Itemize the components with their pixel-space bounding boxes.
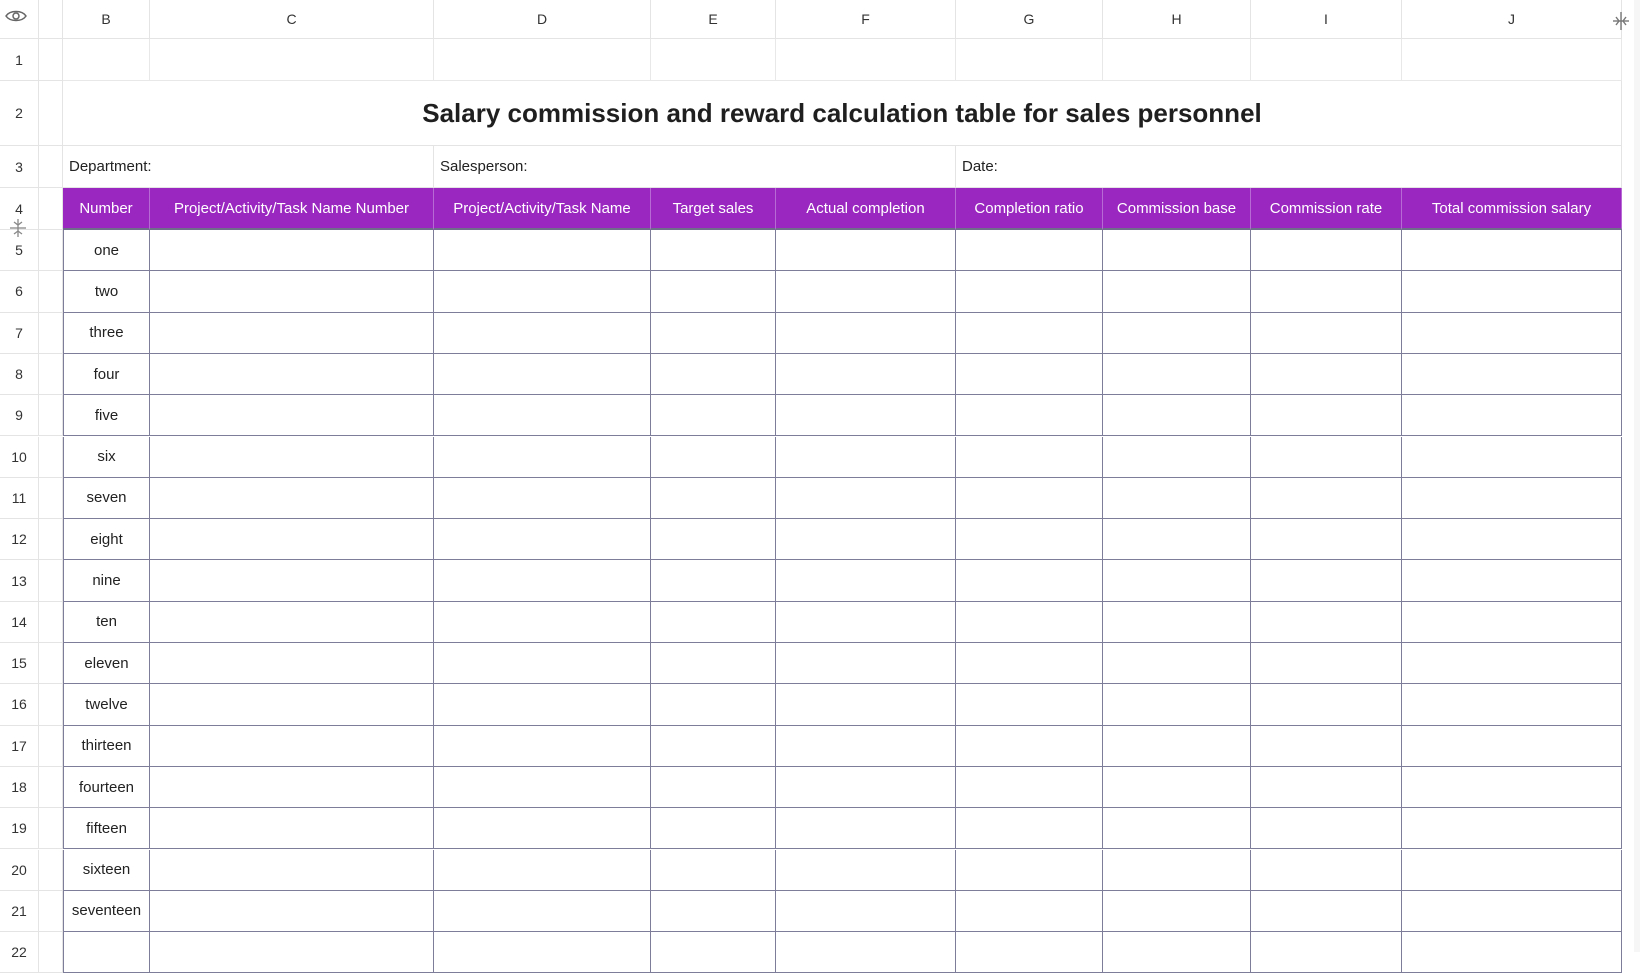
- row-header-9[interactable]: 9: [0, 395, 39, 436]
- column-header-f[interactable]: F: [776, 0, 956, 39]
- date-label[interactable]: Date:: [956, 146, 1622, 188]
- table-cell[interactable]: [1103, 767, 1251, 808]
- table-cell[interactable]: [1103, 850, 1251, 891]
- table-cell[interactable]: [150, 271, 434, 312]
- table-cell[interactable]: [776, 271, 956, 312]
- table-cell[interactable]: [434, 395, 651, 436]
- table-cell[interactable]: [651, 560, 776, 601]
- table-cell[interactable]: [1103, 519, 1251, 560]
- column-header-g[interactable]: G: [956, 0, 1103, 39]
- table-cell[interactable]: [1103, 354, 1251, 395]
- cell[interactable]: [776, 39, 956, 81]
- number-cell[interactable]: five: [63, 395, 150, 436]
- table-cell[interactable]: [651, 313, 776, 354]
- table-cell[interactable]: [651, 437, 776, 478]
- table-cell[interactable]: [956, 230, 1103, 271]
- column-header-a[interactable]: [39, 0, 63, 39]
- table-cell[interactable]: [1251, 519, 1402, 560]
- table-cell[interactable]: [150, 891, 434, 932]
- cell[interactable]: [150, 39, 434, 81]
- table-cell[interactable]: [651, 684, 776, 725]
- table-cell[interactable]: [956, 643, 1103, 684]
- table-cell[interactable]: [150, 478, 434, 519]
- column-a-cell[interactable]: [39, 39, 63, 81]
- table-cell[interactable]: [150, 519, 434, 560]
- table-cell[interactable]: [956, 684, 1103, 725]
- column-a-cell[interactable]: [39, 313, 63, 354]
- row-header-1[interactable]: 1: [0, 39, 39, 81]
- department-label[interactable]: Department:: [63, 146, 434, 188]
- table-cell[interactable]: [434, 230, 651, 271]
- salesperson-label[interactable]: Salesperson:: [434, 146, 956, 188]
- table-cell[interactable]: [1402, 767, 1622, 808]
- table-cell[interactable]: [1402, 271, 1622, 312]
- table-cell[interactable]: [956, 726, 1103, 767]
- eye-icon[interactable]: [4, 7, 28, 25]
- table-cell[interactable]: [1103, 395, 1251, 436]
- table-cell[interactable]: [1402, 313, 1622, 354]
- number-cell[interactable]: fifteen: [63, 808, 150, 849]
- table-cell[interactable]: [651, 519, 776, 560]
- sheet-title[interactable]: Salary commission and reward calculation table for sales personnel: [63, 81, 1622, 146]
- table-header-cell[interactable]: Target sales: [651, 188, 776, 230]
- table-header-cell[interactable]: Completion ratio: [956, 188, 1103, 230]
- column-a-cell[interactable]: [39, 643, 63, 684]
- table-cell[interactable]: [1251, 354, 1402, 395]
- table-cell[interactable]: [434, 643, 651, 684]
- cell[interactable]: [1103, 39, 1251, 81]
- table-cell[interactable]: [956, 932, 1103, 973]
- table-cell[interactable]: [776, 313, 956, 354]
- number-cell[interactable]: sixteen: [63, 850, 150, 891]
- column-header-i[interactable]: I: [1251, 0, 1402, 39]
- table-cell[interactable]: [1103, 437, 1251, 478]
- table-cell[interactable]: [1103, 271, 1251, 312]
- table-cell[interactable]: [1402, 478, 1622, 519]
- column-a-cell[interactable]: [39, 354, 63, 395]
- table-cell[interactable]: [1402, 602, 1622, 643]
- table-cell[interactable]: [1402, 808, 1622, 849]
- column-header-e[interactable]: E: [651, 0, 776, 39]
- table-cell[interactable]: [651, 726, 776, 767]
- table-cell[interactable]: [956, 395, 1103, 436]
- table-cell[interactable]: [1251, 932, 1402, 973]
- table-header-cell[interactable]: Number: [63, 188, 150, 230]
- number-cell[interactable]: seventeen: [63, 891, 150, 932]
- table-cell[interactable]: [1251, 395, 1402, 436]
- table-cell[interactable]: [1402, 932, 1622, 973]
- column-a-cell[interactable]: [39, 271, 63, 312]
- table-cell[interactable]: [1103, 932, 1251, 973]
- table-cell[interactable]: [1402, 519, 1622, 560]
- table-cell[interactable]: [1251, 891, 1402, 932]
- table-cell[interactable]: [150, 313, 434, 354]
- table-cell[interactable]: [956, 602, 1103, 643]
- column-a-cell[interactable]: [39, 850, 63, 891]
- table-cell[interactable]: [1103, 560, 1251, 601]
- table-cell[interactable]: [776, 519, 956, 560]
- table-cell[interactable]: [651, 271, 776, 312]
- table-cell[interactable]: [1402, 684, 1622, 725]
- table-cell[interactable]: [434, 354, 651, 395]
- table-cell[interactable]: [1251, 437, 1402, 478]
- table-cell[interactable]: [1251, 230, 1402, 271]
- table-cell[interactable]: [956, 560, 1103, 601]
- table-cell[interactable]: [776, 808, 956, 849]
- row-header-8[interactable]: 8: [0, 354, 39, 395]
- table-cell[interactable]: [776, 932, 956, 973]
- table-cell[interactable]: [1402, 437, 1622, 478]
- table-cell[interactable]: [434, 602, 651, 643]
- table-cell[interactable]: [150, 560, 434, 601]
- number-cell[interactable]: six: [63, 437, 150, 478]
- row-header-22[interactable]: 22: [0, 932, 39, 973]
- table-cell[interactable]: [150, 643, 434, 684]
- column-header-h[interactable]: H: [1103, 0, 1251, 39]
- table-cell[interactable]: [1251, 271, 1402, 312]
- table-cell[interactable]: [1251, 643, 1402, 684]
- table-cell[interactable]: [434, 932, 651, 973]
- table-cell[interactable]: [1251, 478, 1402, 519]
- column-a-cell[interactable]: [39, 932, 63, 973]
- table-cell[interactable]: [1251, 726, 1402, 767]
- row-header-21[interactable]: 21: [0, 891, 39, 932]
- table-cell[interactable]: [1103, 726, 1251, 767]
- table-cell[interactable]: [150, 726, 434, 767]
- row-header-14[interactable]: 14: [0, 602, 39, 643]
- freeze-columns-icon[interactable]: [1610, 10, 1632, 32]
- row-header-11[interactable]: 11: [0, 478, 39, 519]
- number-cell[interactable]: eight: [63, 519, 150, 560]
- table-cell[interactable]: [1103, 313, 1251, 354]
- number-cell[interactable]: one: [63, 230, 150, 271]
- vertical-scrollbar[interactable]: [1634, 0, 1640, 952]
- table-cell[interactable]: [150, 437, 434, 478]
- column-a-cell[interactable]: [39, 395, 63, 436]
- cell[interactable]: [434, 39, 651, 81]
- table-cell[interactable]: [150, 684, 434, 725]
- table-cell[interactable]: [776, 850, 956, 891]
- number-cell[interactable]: nine: [63, 560, 150, 601]
- column-header-b[interactable]: B: [63, 0, 150, 39]
- table-cell[interactable]: [776, 395, 956, 436]
- table-cell[interactable]: [1103, 808, 1251, 849]
- column-a-cell[interactable]: [39, 808, 63, 849]
- table-cell[interactable]: [776, 726, 956, 767]
- row-header-19[interactable]: 19: [0, 808, 39, 849]
- column-a-cell[interactable]: [39, 684, 63, 725]
- column-a-cell[interactable]: [39, 891, 63, 932]
- number-cell[interactable]: twelve: [63, 684, 150, 725]
- table-cell[interactable]: [150, 395, 434, 436]
- table-cell[interactable]: [434, 271, 651, 312]
- table-cell[interactable]: [956, 891, 1103, 932]
- cell[interactable]: [1251, 39, 1402, 81]
- table-cell[interactable]: [956, 313, 1103, 354]
- row-header-16[interactable]: 16: [0, 684, 39, 725]
- row-header-3[interactable]: 3: [0, 146, 39, 188]
- table-cell[interactable]: [150, 932, 434, 973]
- number-cell[interactable]: three: [63, 313, 150, 354]
- table-header-cell[interactable]: Total commission salary: [1402, 188, 1622, 230]
- table-cell[interactable]: [1103, 478, 1251, 519]
- number-cell[interactable]: four: [63, 354, 150, 395]
- table-cell[interactable]: [434, 808, 651, 849]
- table-cell[interactable]: [434, 850, 651, 891]
- table-cell[interactable]: [1402, 850, 1622, 891]
- column-a-cell[interactable]: [39, 560, 63, 601]
- table-cell[interactable]: [150, 602, 434, 643]
- table-cell[interactable]: [776, 891, 956, 932]
- row-header-13[interactable]: 13: [0, 560, 39, 601]
- table-header-cell[interactable]: Commission base: [1103, 188, 1251, 230]
- column-a-cell[interactable]: [39, 437, 63, 478]
- table-cell[interactable]: [651, 395, 776, 436]
- table-cell[interactable]: [150, 808, 434, 849]
- table-cell[interactable]: [1251, 602, 1402, 643]
- table-cell[interactable]: [150, 230, 434, 271]
- table-cell[interactable]: [956, 271, 1103, 312]
- table-cell[interactable]: [434, 767, 651, 808]
- table-cell[interactable]: [651, 602, 776, 643]
- table-cell[interactable]: [1251, 808, 1402, 849]
- table-cell[interactable]: [434, 684, 651, 725]
- cell[interactable]: [1402, 39, 1622, 81]
- column-a-cell[interactable]: [39, 230, 63, 271]
- row-header-18[interactable]: 18: [0, 767, 39, 808]
- table-cell[interactable]: [150, 767, 434, 808]
- number-cell[interactable]: [63, 932, 150, 973]
- column-a-cell[interactable]: [39, 519, 63, 560]
- column-header-d[interactable]: D: [434, 0, 651, 39]
- table-cell[interactable]: [651, 932, 776, 973]
- table-header-cell[interactable]: Actual completion: [776, 188, 956, 230]
- table-cell[interactable]: [651, 850, 776, 891]
- table-header-cell[interactable]: Commission rate: [1251, 188, 1402, 230]
- table-cell[interactable]: [434, 519, 651, 560]
- column-header-c[interactable]: C: [150, 0, 434, 39]
- table-cell[interactable]: [651, 643, 776, 684]
- number-cell[interactable]: eleven: [63, 643, 150, 684]
- cell[interactable]: [956, 39, 1103, 81]
- table-cell[interactable]: [956, 767, 1103, 808]
- table-cell[interactable]: [776, 602, 956, 643]
- table-cell[interactable]: [651, 354, 776, 395]
- number-cell[interactable]: thirteen: [63, 726, 150, 767]
- table-cell[interactable]: [776, 230, 956, 271]
- table-cell[interactable]: [776, 684, 956, 725]
- table-cell[interactable]: [1251, 313, 1402, 354]
- row-header-17[interactable]: 17: [0, 726, 39, 767]
- table-cell[interactable]: [434, 560, 651, 601]
- table-cell[interactable]: [651, 891, 776, 932]
- column-a-cell[interactable]: [39, 81, 63, 146]
- column-a-cell[interactable]: [39, 146, 63, 188]
- column-header-j[interactable]: J: [1402, 0, 1622, 39]
- freeze-rows-icon[interactable]: [8, 218, 28, 238]
- row-header-10[interactable]: 10: [0, 437, 39, 478]
- table-header-cell[interactable]: Project/Activity/Task Name: [434, 188, 651, 230]
- table-cell[interactable]: [1251, 850, 1402, 891]
- column-a-cell[interactable]: [39, 602, 63, 643]
- table-cell[interactable]: [776, 767, 956, 808]
- table-cell[interactable]: [651, 808, 776, 849]
- table-cell[interactable]: [776, 643, 956, 684]
- row-header-5[interactable]: 5: [0, 230, 39, 271]
- table-cell[interactable]: [776, 478, 956, 519]
- table-cell[interactable]: [956, 850, 1103, 891]
- table-cell[interactable]: [1402, 643, 1622, 684]
- cell[interactable]: [63, 39, 150, 81]
- table-cell[interactable]: [1402, 395, 1622, 436]
- table-cell[interactable]: [1402, 354, 1622, 395]
- table-cell[interactable]: [434, 891, 651, 932]
- column-a-cell[interactable]: [39, 767, 63, 808]
- table-cell[interactable]: [1402, 891, 1622, 932]
- number-cell[interactable]: seven: [63, 478, 150, 519]
- row-header-7[interactable]: 7: [0, 313, 39, 354]
- row-header-20[interactable]: 20: [0, 850, 39, 891]
- column-a-cell[interactable]: [39, 478, 63, 519]
- table-cell[interactable]: [1251, 767, 1402, 808]
- table-cell[interactable]: [1103, 684, 1251, 725]
- row-header-15[interactable]: 15: [0, 643, 39, 684]
- number-cell[interactable]: ten: [63, 602, 150, 643]
- table-cell[interactable]: [1103, 643, 1251, 684]
- table-cell[interactable]: [956, 437, 1103, 478]
- table-cell[interactable]: [776, 437, 956, 478]
- row-header-2[interactable]: 2: [0, 81, 39, 146]
- table-cell[interactable]: [956, 478, 1103, 519]
- table-cell[interactable]: [1251, 684, 1402, 725]
- table-cell[interactable]: [1402, 230, 1622, 271]
- row-header-12[interactable]: 12: [0, 519, 39, 560]
- table-cell[interactable]: [956, 354, 1103, 395]
- table-cell[interactable]: [651, 230, 776, 271]
- table-cell[interactable]: [651, 478, 776, 519]
- table-cell[interactable]: [956, 808, 1103, 849]
- table-cell[interactable]: [1402, 726, 1622, 767]
- table-cell[interactable]: [1103, 602, 1251, 643]
- table-cell[interactable]: [776, 354, 956, 395]
- table-cell[interactable]: [651, 767, 776, 808]
- table-cell[interactable]: [150, 850, 434, 891]
- table-cell[interactable]: [434, 726, 651, 767]
- number-cell[interactable]: two: [63, 271, 150, 312]
- table-cell[interactable]: [434, 478, 651, 519]
- table-cell[interactable]: [1103, 891, 1251, 932]
- row-header-4[interactable]: 4: [0, 188, 39, 230]
- table-cell[interactable]: [1251, 560, 1402, 601]
- cell[interactable]: [651, 39, 776, 81]
- table-cell[interactable]: [150, 354, 434, 395]
- table-cell[interactable]: [956, 519, 1103, 560]
- column-a-cell[interactable]: [39, 726, 63, 767]
- table-cell[interactable]: [434, 437, 651, 478]
- table-header-cell[interactable]: Project/Activity/Task Name Number: [150, 188, 434, 230]
- number-cell[interactable]: fourteen: [63, 767, 150, 808]
- table-cell[interactable]: [1103, 230, 1251, 271]
- table-cell[interactable]: [434, 313, 651, 354]
- table-cell[interactable]: [1402, 560, 1622, 601]
- row-header-6[interactable]: 6: [0, 271, 39, 312]
- table-cell[interactable]: [776, 560, 956, 601]
- column-a-cell[interactable]: [39, 188, 63, 230]
